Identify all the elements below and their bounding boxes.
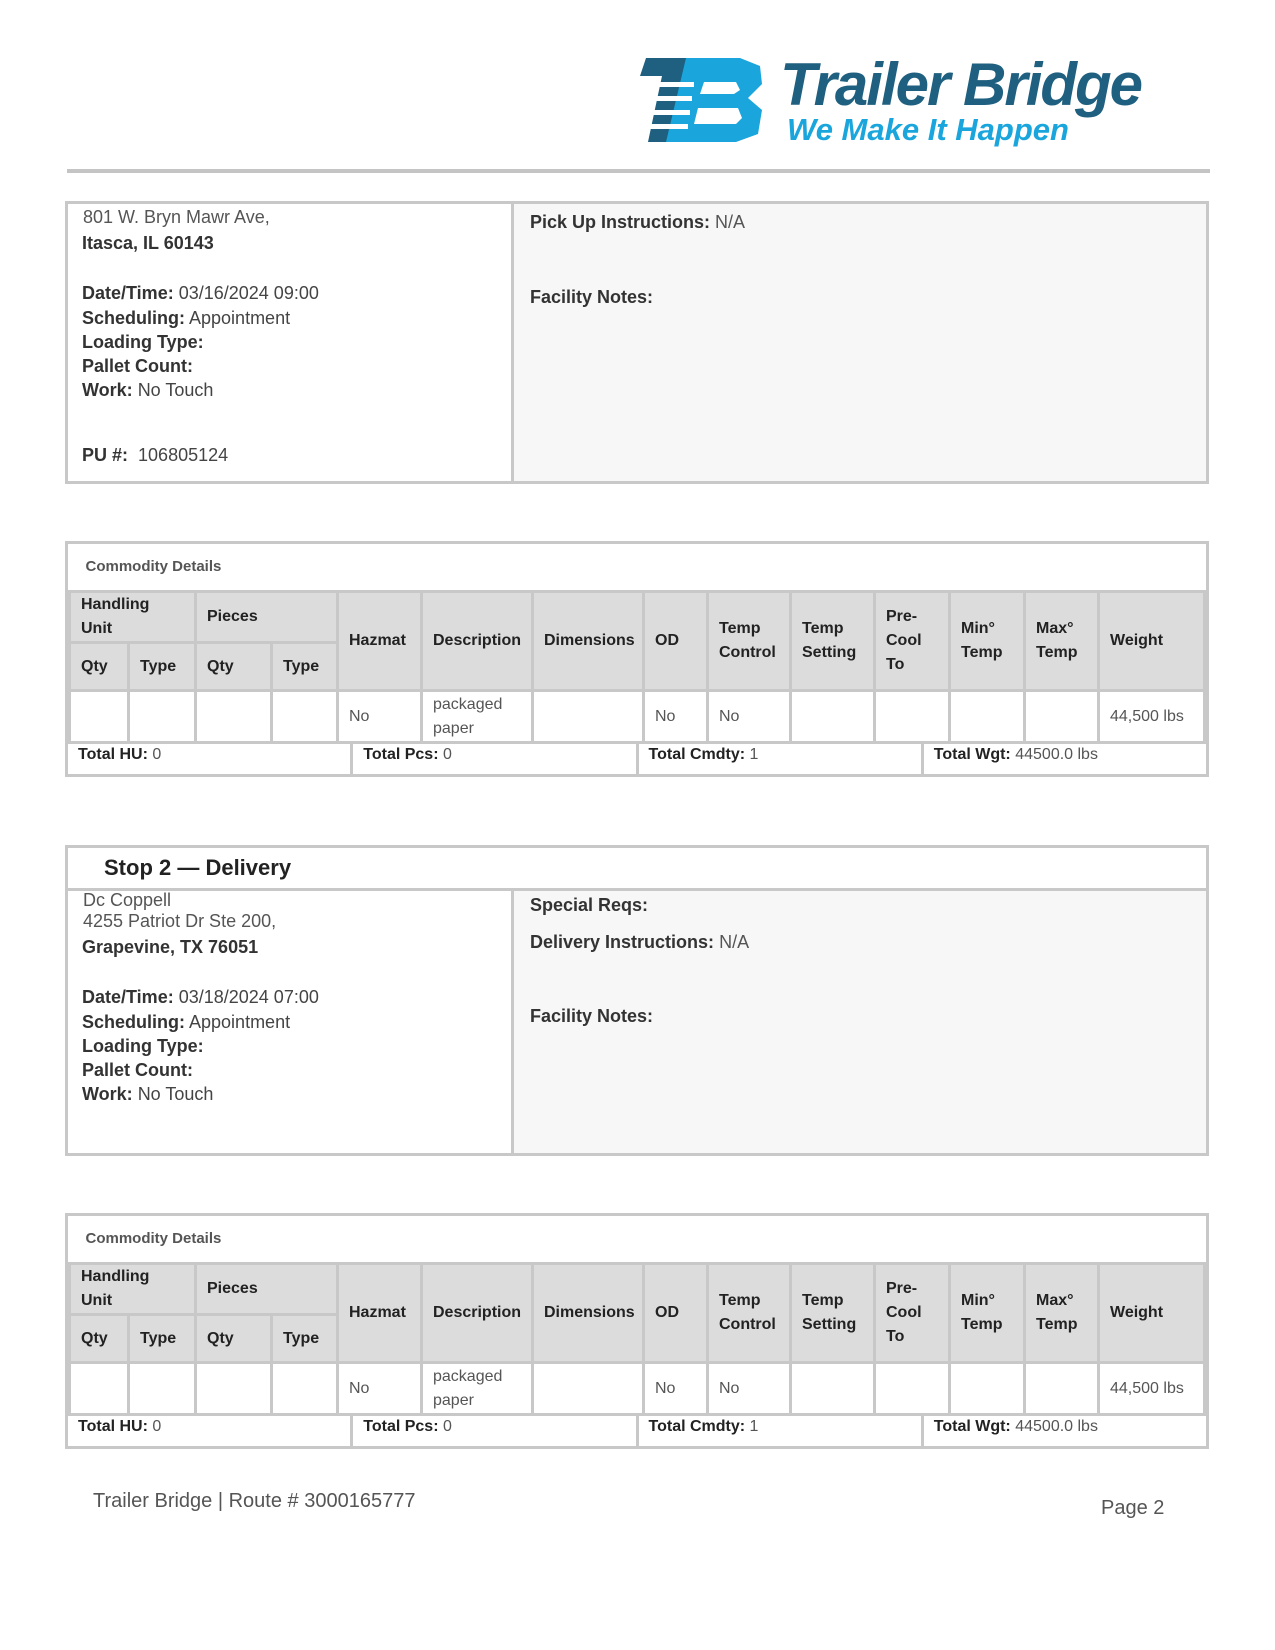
- header-pcs-qty: Qty: [196, 1315, 272, 1363]
- stop2-street: 4255 Patriot Dr Ste 200,: [83, 911, 277, 931]
- commodity-totals: [68, 744, 1206, 774]
- header-hu-type: Type: [129, 643, 196, 691]
- stop2-facility-notes: Facility Notes:: [530, 1006, 654, 1026]
- total-hu: Total HU: 0: [68, 744, 353, 774]
- cell-description: packaged paper: [422, 691, 533, 743]
- stop1-street: 801 W. Bryn Mawr Ave,: [83, 207, 270, 227]
- commodity-title: Commodity Details: [70, 544, 1205, 592]
- table-row: [70, 1363, 1205, 1415]
- header-hazmat: Hazmat: [338, 1264, 422, 1363]
- stop1-pallet-count: Pallet Count:: [82, 356, 193, 376]
- page-number: Page 2: [1101, 1497, 1165, 1519]
- header-pcs-qty: Qty: [196, 643, 272, 691]
- cell-weight: 44,500 lbs: [1099, 1363, 1205, 1415]
- brand-tagline: We Make It Happen: [787, 112, 1069, 147]
- company-logo: [640, 51, 1200, 147]
- table-row: [70, 691, 1205, 743]
- commodity-details-table-2: [65, 1213, 1209, 1449]
- stop1-pu-number: PU #: 106805124: [82, 445, 229, 465]
- header-hu-qty: Qty: [70, 1315, 129, 1363]
- header-weight: Weight: [1099, 1264, 1205, 1363]
- brand-name: Trailer Bridge: [780, 51, 1142, 118]
- stop1-block: [65, 201, 1209, 484]
- footer-route: Trailer Bridge | Route # 3000165777: [93, 1490, 416, 1512]
- commodity-totals: [68, 1416, 1206, 1446]
- header-min-temp: Min° Temp: [950, 592, 1025, 691]
- stop1-address-panel: [68, 204, 514, 481]
- cell-od: No: [644, 691, 708, 743]
- commodity-details-table-1: [65, 541, 1209, 777]
- total-hu: Total HU: 0: [68, 1416, 353, 1446]
- cell-weight: 44,500 lbs: [1099, 691, 1205, 743]
- stop1-loading-type: Loading Type:: [82, 332, 204, 352]
- stop2-facility: Dc Coppell: [83, 890, 172, 910]
- header-pcs-type: Type: [272, 643, 338, 691]
- header-temp-setting: Temp Setting: [791, 592, 875, 691]
- header-divider: [67, 169, 1210, 173]
- cell-hazmat: No: [338, 1363, 422, 1415]
- cell-od: No: [644, 1363, 708, 1415]
- total-pcs: Total Pcs: 0: [353, 744, 638, 774]
- stop1-city: Itasca, IL 60143: [82, 233, 214, 253]
- header-hazmat: Hazmat: [338, 592, 422, 691]
- stop2-work: Work: No Touch: [82, 1084, 214, 1104]
- header-temp-setting: Temp Setting: [791, 1264, 875, 1363]
- header-description: Description: [422, 592, 533, 691]
- header-weight: Weight: [1099, 592, 1205, 691]
- stop2-loading-type: Loading Type:: [82, 1036, 204, 1056]
- header-hu-type: Type: [129, 1315, 196, 1363]
- stop2-city: Grapevine, TX 76051: [82, 937, 259, 957]
- header-temp-control: Temp Control: [708, 592, 791, 691]
- stop1-work: Work: No Touch: [82, 380, 214, 400]
- stop2-delivery-instructions: Delivery Instructions: N/A: [530, 932, 750, 952]
- header-od: OD: [644, 592, 708, 691]
- header-handling-unit: Handling Unit: [70, 1264, 196, 1315]
- stop2-pallet-count: Pallet Count:: [82, 1060, 193, 1080]
- header-dimensions: Dimensions: [533, 592, 644, 691]
- stop1-facility-notes: Facility Notes:: [530, 287, 654, 307]
- total-cmdty: Total Cmdty: 1: [639, 1416, 924, 1446]
- stop1-pickup-instructions: Pick Up Instructions: N/A: [530, 212, 746, 232]
- stop2-block: [65, 845, 1209, 1156]
- header-dimensions: Dimensions: [533, 1264, 644, 1363]
- header-min-temp: Min° Temp: [950, 1264, 1025, 1363]
- header-description: Description: [422, 1264, 533, 1363]
- header-pieces: Pieces: [196, 1264, 338, 1315]
- stop2-notes-panel: [514, 891, 1206, 1153]
- stop1-datetime: Date/Time: 03/16/2024 09:00: [82, 283, 319, 303]
- header-max-temp: Max° Temp: [1025, 1264, 1099, 1363]
- stop2-scheduling: Scheduling: Appointment: [82, 1012, 291, 1032]
- cell-temp-control: No: [708, 1363, 791, 1415]
- header-max-temp: Max° Temp: [1025, 592, 1099, 691]
- stop2-address-panel: [68, 891, 514, 1153]
- total-wgt: Total Wgt: 44500.0 lbs: [933, 746, 1098, 763]
- header-pre-cool: Pre-Cool To: [875, 1264, 950, 1363]
- stop1-notes-panel: [514, 204, 1206, 481]
- trailer-bridge-logo-icon: [640, 58, 766, 142]
- stop1-scheduling: Scheduling: Appointment: [82, 308, 291, 328]
- total-pcs: Total Pcs: 0: [353, 1416, 638, 1446]
- cell-hazmat: No: [338, 691, 422, 743]
- commodity-title: Commodity Details: [70, 1216, 1205, 1264]
- stop2-datetime: Date/Time: 03/18/2024 07:00: [82, 987, 319, 1007]
- header-pcs-type: Type: [272, 1315, 338, 1363]
- total-cmdty: Total Cmdty: 1: [639, 744, 924, 774]
- stop2-heading: Stop 2 — Delivery: [104, 855, 292, 880]
- header-temp-control: Temp Control: [708, 1264, 791, 1363]
- stop2-heading-bar: [68, 848, 1206, 891]
- total-wgt: Total Wgt: 44500.0 lbs: [933, 1418, 1098, 1435]
- cell-temp-control: No: [708, 691, 791, 743]
- header-od: OD: [644, 1264, 708, 1363]
- stop2-special-reqs: Special Reqs:: [530, 895, 649, 915]
- header-hu-qty: Qty: [70, 643, 129, 691]
- header-pre-cool: Pre-Cool To: [875, 592, 950, 691]
- cell-description: packaged paper: [422, 1363, 533, 1415]
- header-handling-unit: Handling Unit: [70, 592, 196, 643]
- header-pieces: Pieces: [196, 592, 338, 643]
